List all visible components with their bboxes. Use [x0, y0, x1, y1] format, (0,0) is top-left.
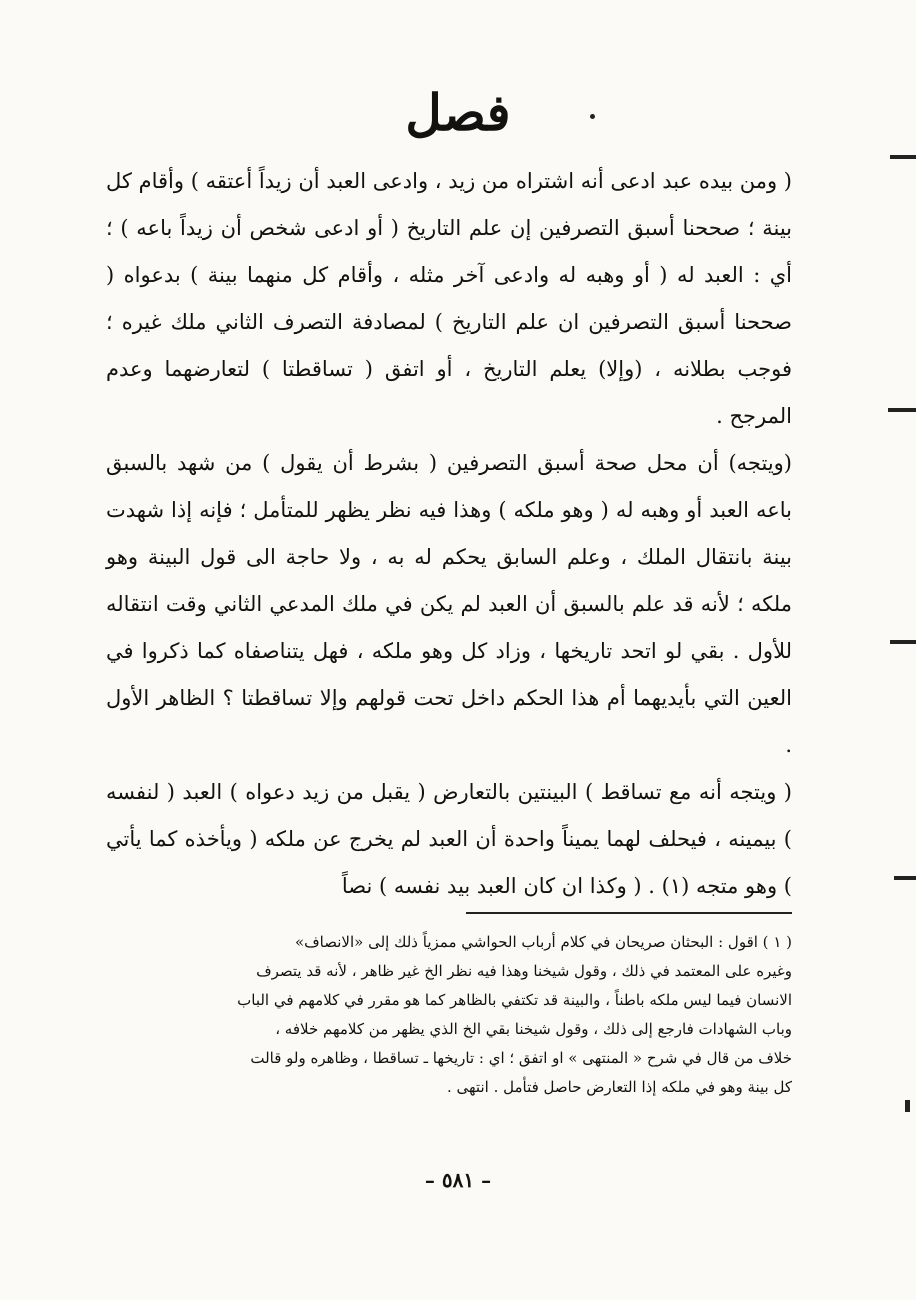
title-dot: [590, 114, 595, 119]
footnote-line: ( ١ ) اقول : البحثان صريحان في كلام أرباب الحواشي ممزياً ذلك إلى «الانصاف»: [294, 933, 792, 951]
footnote-line: كل بينة وهو في ملكه إذا التعارض حاصل فتأمل . انتهى .: [446, 1078, 792, 1096]
footnote-separator: [466, 912, 792, 914]
scan-mark: [888, 408, 916, 412]
page-number: – ٥٨١ –: [424, 1168, 492, 1192]
scan-mark: [890, 640, 916, 644]
scan-mark: [905, 1100, 910, 1112]
paragraph: ( ومن بيده عبد ادعى أنه اشتراه من زيد ، وادعى العبد أن زيداً أعتقه ) وأقام كل بينة ؛ صححنا أسبق التصرفين إن علم التاريخ ( أو ادعى شخص أن زيداً باعه ) ؛ أي : العبد له ( أو وهبه له وادعى آخر مثله ، وأقام كل منهما بينة ) بدعواه ( صححنا أسبق التصرفين ان علم التاريخ ) لمصادفة التصرف الثاني ملك غيره ؛ فوجب بطلانه ، (وإلا) يعلم التاريخ ، أو اتفق ( تساقطتا ) لتعارضهما وعدم المرجح .: [106, 169, 792, 428]
scan-mark: [890, 155, 916, 159]
footnote-line: وغيره على المعتمد في ذلك ، وقول شيخنا وهذا فيه نظر الخ غير ظاهر ، لأنه قد يتصرف: [256, 962, 792, 980]
footnote-line: خلاف من قال في شرح « المنتهى » او اتفق ؛ اي : تاريخها ـ تساقطا ، وظاهره ولو قالت: [250, 1049, 792, 1067]
paragraph: (ويتجه) أن محل صحة أسبق التصرفين ( بشرط أن يقول ) من شهد بالسبق باعه العبد أو وهبه له ( وهو ملكه ) وهذا فيه نظر يظهر للمتأمل ؛ فإنه إذا شهدت بينة بانتقال الملك ، وعلم السابق يحكم له به ، ولا حاجة الى قول البينة وهو ملكه ؛ لأنه قد علم بالسبق أن العبد لم يكن في ملك المدعي الثاني وقت انتقاله للأول . بقي لو اتحد تاريخها ، وزاد كل وهو ملكه ، فهل يتناصفاه كما ذكروا في العين التي بأيديهما أم هذا الحكم داخل تحت قولهم وإلا تساقطتا ؟ الظاهر الأول .: [106, 451, 792, 757]
footnote-line: وباب الشهادات فارجع إلى ذلك ، وقول شيخنا بقي الخ الذي يظهر من كلامهم خلافه ،: [275, 1020, 792, 1038]
main-text: [106, 158, 792, 910]
paragraph: ( ويتجه أنه مع تساقط ) البينتين بالتعارض ( يقبل من زيد دعواه ) العبد ( لنفسه ) بيمينه ، فيحلف لهما يميناً واحدة أن العبد لم يخرج عن ملكه ( ويأخذه كما يأتي ) وهو متجه (١) . ( وكذا ان كان العبد بيد نفسه ) نصاً: [106, 780, 792, 898]
footnote-line: الانسان فيما ليس ملكه باطناً ، والبينة قد تكتفي بالظاهر كما هو مقرر في كلامهم في الباب: [237, 991, 792, 1009]
footnote: [106, 928, 792, 1102]
scan-mark: [894, 876, 916, 880]
section-title: فصل: [405, 83, 511, 142]
